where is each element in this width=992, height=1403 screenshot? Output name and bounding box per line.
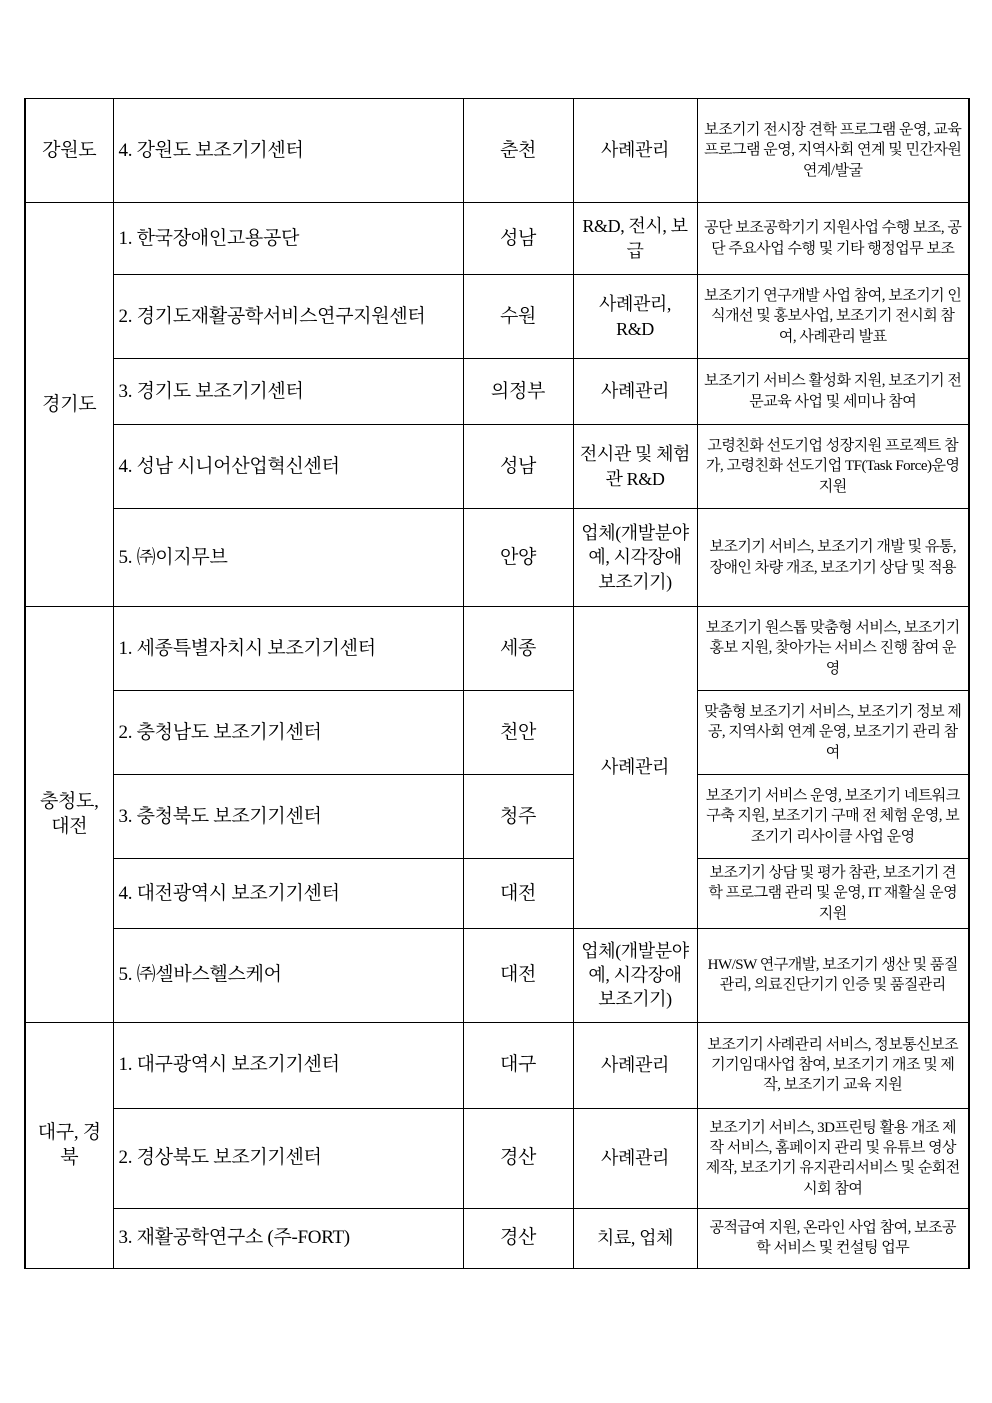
city-cell: 수원 bbox=[463, 275, 573, 359]
organizations-table bbox=[24, 98, 970, 1269]
organization-cell: 2. 경상북도 보조기기센터 bbox=[113, 1108, 463, 1208]
city-cell: 경산 bbox=[463, 1208, 573, 1268]
organization-cell: 5. ㈜셀바스헬스케어 bbox=[113, 928, 463, 1022]
organization-cell: 3. 재활공학연구소 (주-FORT) bbox=[113, 1208, 463, 1268]
table-body bbox=[25, 99, 969, 1269]
city-cell: 성남 bbox=[463, 425, 573, 509]
organization-cell: 4. 강원도 보조기기센터 bbox=[113, 99, 463, 203]
table-row bbox=[25, 1022, 969, 1108]
description-cell: 공단 보조공학기기 지원사업 수행 보조, 공단 주요사업 수행 및 기타 행정업무 보조 bbox=[697, 203, 969, 275]
description-cell: 보조기기 서비스 활성화 지원, 보조기기 전문교육 사업 및 세미나 참여 bbox=[697, 359, 969, 425]
table-row bbox=[25, 99, 969, 203]
table-row bbox=[25, 509, 969, 607]
organization-cell: 2. 충청남도 보조기기센터 bbox=[113, 691, 463, 775]
city-cell: 천안 bbox=[463, 691, 573, 775]
role-cell: 업체(개발분야 예, 시각장애 보조기기) bbox=[573, 509, 697, 607]
city-cell: 청주 bbox=[463, 775, 573, 859]
description-cell: 보조기기 전시장 견학 프로그램 운영, 교육 프로그램 운영, 지역사회 연계 및 민간자원 연계/발굴 bbox=[697, 99, 969, 203]
table-row bbox=[25, 203, 969, 275]
city-cell: 대구 bbox=[463, 1022, 573, 1108]
table-row bbox=[25, 425, 969, 509]
city-cell: 대전 bbox=[463, 928, 573, 1022]
description-cell: HW/SW 연구개발, 보조기기 생산 및 품질관리, 의료진단기기 인증 및 품질관리 bbox=[697, 928, 969, 1022]
organization-cell: 2. 경기도재활공학서비스연구지원센터 bbox=[113, 275, 463, 359]
city-cell: 대전 bbox=[463, 859, 573, 929]
city-cell: 의정부 bbox=[463, 359, 573, 425]
city-cell: 안양 bbox=[463, 509, 573, 607]
role-cell: 업체(개발분야 예, 시각장애 보조기기) bbox=[573, 928, 697, 1022]
table-row bbox=[25, 359, 969, 425]
description-cell: 보조기기 상담 및 평가 참관, 보조기기 견학 프로그램 관리 및 운영, IT 재활실 운영 지원 bbox=[697, 859, 969, 929]
description-cell: 보조기기 원스톱 맞춤형 서비스, 보조기기 홍보 지원, 찾아가는 서비스 진행 참여 운영 bbox=[697, 607, 969, 691]
table-row bbox=[25, 607, 969, 691]
description-cell: 고령친화 선도기업 성장지원 프로젝트 참가, 고령친화 선도기업 TF(Task Force)운영 지원 bbox=[697, 425, 969, 509]
region-cell: 강원도 bbox=[25, 99, 113, 203]
description-cell: 보조기기 사례관리 서비스, 정보통신보조기기임대사업 참여, 보조기기 개조 및 제작, 보조기기 교육 지원 bbox=[697, 1022, 969, 1108]
organization-cell: 3. 경기도 보조기기센터 bbox=[113, 359, 463, 425]
role-cell: 사례관리 bbox=[573, 1108, 697, 1208]
role-cell: 사례관리, R&D bbox=[573, 275, 697, 359]
city-cell: 춘천 bbox=[463, 99, 573, 203]
description-cell: 보조기기 서비스, 보조기기 개발 및 유통, 장애인 차량 개조, 보조기기 상담 및 적용 bbox=[697, 509, 969, 607]
organization-cell: 4. 성남 시니어산업혁신센터 bbox=[113, 425, 463, 509]
role-cell: 사례관리 bbox=[573, 1022, 697, 1108]
table-row bbox=[25, 275, 969, 359]
organization-cell: 1. 대구광역시 보조기기센터 bbox=[113, 1022, 463, 1108]
description-cell: 공적급여 지원, 온라인 사업 참여, 보조공학 서비스 및 컨설팅 업무 bbox=[697, 1208, 969, 1268]
organization-cell: 1. 세종특별자치시 보조기기센터 bbox=[113, 607, 463, 691]
region-cell: 충청도, 대전 bbox=[25, 607, 113, 1023]
role-cell: 사례관리 bbox=[573, 99, 697, 203]
table-row bbox=[25, 775, 969, 859]
description-cell: 맞춤형 보조기기 서비스, 보조기기 정보 제공, 지역사회 연계 운영, 보조기기 관리 참여 bbox=[697, 691, 969, 775]
city-cell: 성남 bbox=[463, 203, 573, 275]
description-cell: 보조기기 서비스 운영, 보조기기 네트워크 구축 지원, 보조기기 구매 전 체험 운영, 보조기기 리사이클 사업 운영 bbox=[697, 775, 969, 859]
city-cell: 경산 bbox=[463, 1108, 573, 1208]
table-row bbox=[25, 1108, 969, 1208]
organization-cell: 5. ㈜이지무브 bbox=[113, 509, 463, 607]
organization-cell: 4. 대전광역시 보조기기센터 bbox=[113, 859, 463, 929]
role-cell: R&D, 전시, 보급 bbox=[573, 203, 697, 275]
table-row bbox=[25, 859, 969, 929]
role-cell: 전시관 및 체험관 R&D bbox=[573, 425, 697, 509]
organization-cell: 1. 한국장애인고용공단 bbox=[113, 203, 463, 275]
city-cell: 세종 bbox=[463, 607, 573, 691]
region-cell: 경기도 bbox=[25, 203, 113, 607]
table-row bbox=[25, 1208, 969, 1268]
region-cell: 대구, 경북 bbox=[25, 1022, 113, 1268]
role-cell: 사례관리 bbox=[573, 607, 697, 929]
role-cell: 사례관리 bbox=[573, 359, 697, 425]
description-cell: 보조기기 서비스, 3D프린팅 활용 개조 제작 서비스, 홈페이지 관리 및 유튜브 영상 제작, 보조기기 유지관리서비스 및 순회전시회 참여 bbox=[697, 1108, 969, 1208]
table-row bbox=[25, 928, 969, 1022]
description-cell: 보조기기 연구개발 사업 참여, 보조기기 인식개선 및 홍보사업, 보조기기 전시회 참여, 사례관리 발표 bbox=[697, 275, 969, 359]
organization-cell: 3. 충청북도 보조기기센터 bbox=[113, 775, 463, 859]
table-row bbox=[25, 691, 969, 775]
role-cell: 치료, 업체 bbox=[573, 1208, 697, 1268]
